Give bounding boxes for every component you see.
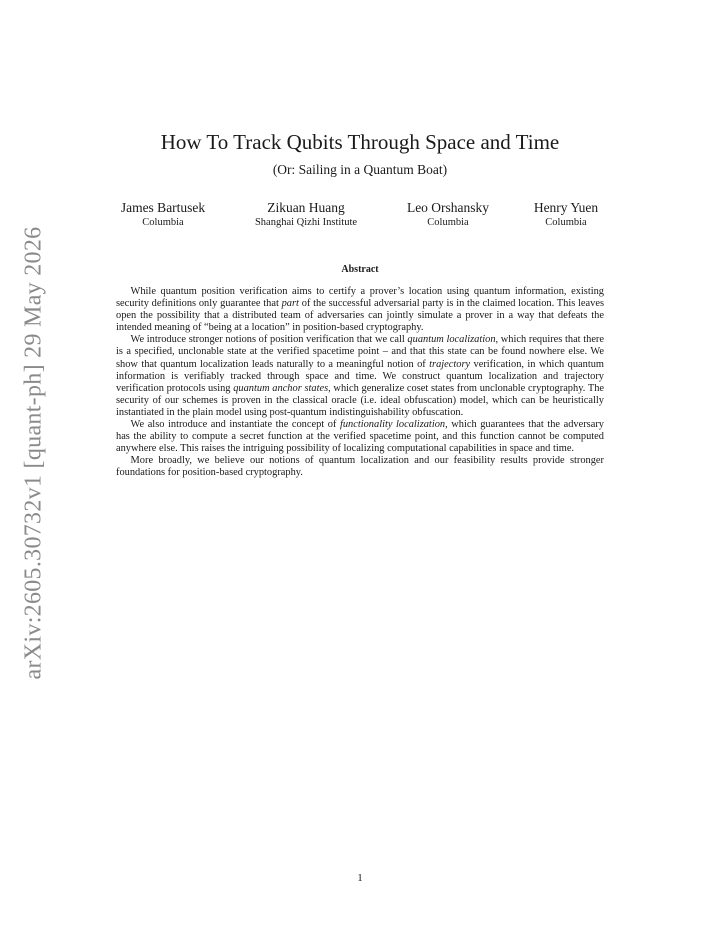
author-block (534, 199, 598, 230)
author-affiliation: Columbia (142, 217, 184, 228)
paper-title: How To Track Qubits Through Space and Time (160, 130, 560, 154)
arxiv-identifier-stamp (4, 226, 64, 680)
page-number: 1 (357, 872, 363, 884)
author-affiliation: Columbia (427, 217, 469, 228)
author-affiliation: Columbia (545, 217, 587, 228)
author-block (255, 199, 357, 230)
abstract-paragraph: More broadly, we believe our notions of quantum localization and our feasibility results provide stronger foundations for position-based cryptography. (116, 455, 604, 479)
abstract-paragraph: We introduce stronger notions of position verification that we call quantum localization, which requires that there is a specified, unclonable state at the verified spacetime point – and that this state can be found nowhere else. We show that quantum localization leads naturally to a meaningful notion of trajectory verification, in which quantum information is verifiably tracked through space and time. We construct quantum localization and trajectory verification protocols using quantum anchor states, which generalize coset states from unclonable cryptography. The security of our schemes is proven in the classical oracle (i.e. ideal obfuscation) model, which can be heuristically instantiated in the plain model using post-quantum indistinguishability obfuscation. (116, 334, 605, 418)
author-affiliation: Shanghai Qizhi Institute (254, 217, 358, 228)
abstract-paragraph: We also introduce and instantiate the concept of functionality localization, which guarantees that the adversary has the ability to compute a secret function at the verified spacetime point, and this function cannot be computed anywhere else. This raises the intriguing possibility of localizing computational capabilities in space and time. (116, 419, 604, 455)
author-name: Henry Yuen (533, 200, 599, 215)
author-name: Zikuan Huang (267, 200, 345, 215)
author-name: James Bartusek (120, 200, 206, 215)
arxiv-identifier-text: arXiv:2605.30732v1 [quant-ph] 29 May 2026 (20, 226, 47, 680)
author-block (407, 199, 489, 230)
abstract-body (116, 286, 604, 480)
abstract-paragraph: While quantum position verification aims to certify a prover’s location using quantum information, existing security definitions only guarantee that part of the successful adversarial party is in the claimed location. This leaves open the possibility that a distributed team of adversaries can jointly simulate a prover in a way that defeats the intended meaning of “being at a location” in position-based cryptography. (116, 286, 605, 334)
abstract-heading: Abstract (341, 264, 379, 275)
author-block (121, 199, 205, 230)
paper-subtitle: (Or: Sailing in a Quantum Boat) (272, 162, 448, 177)
author-name: Leo Orshansky (406, 200, 490, 215)
